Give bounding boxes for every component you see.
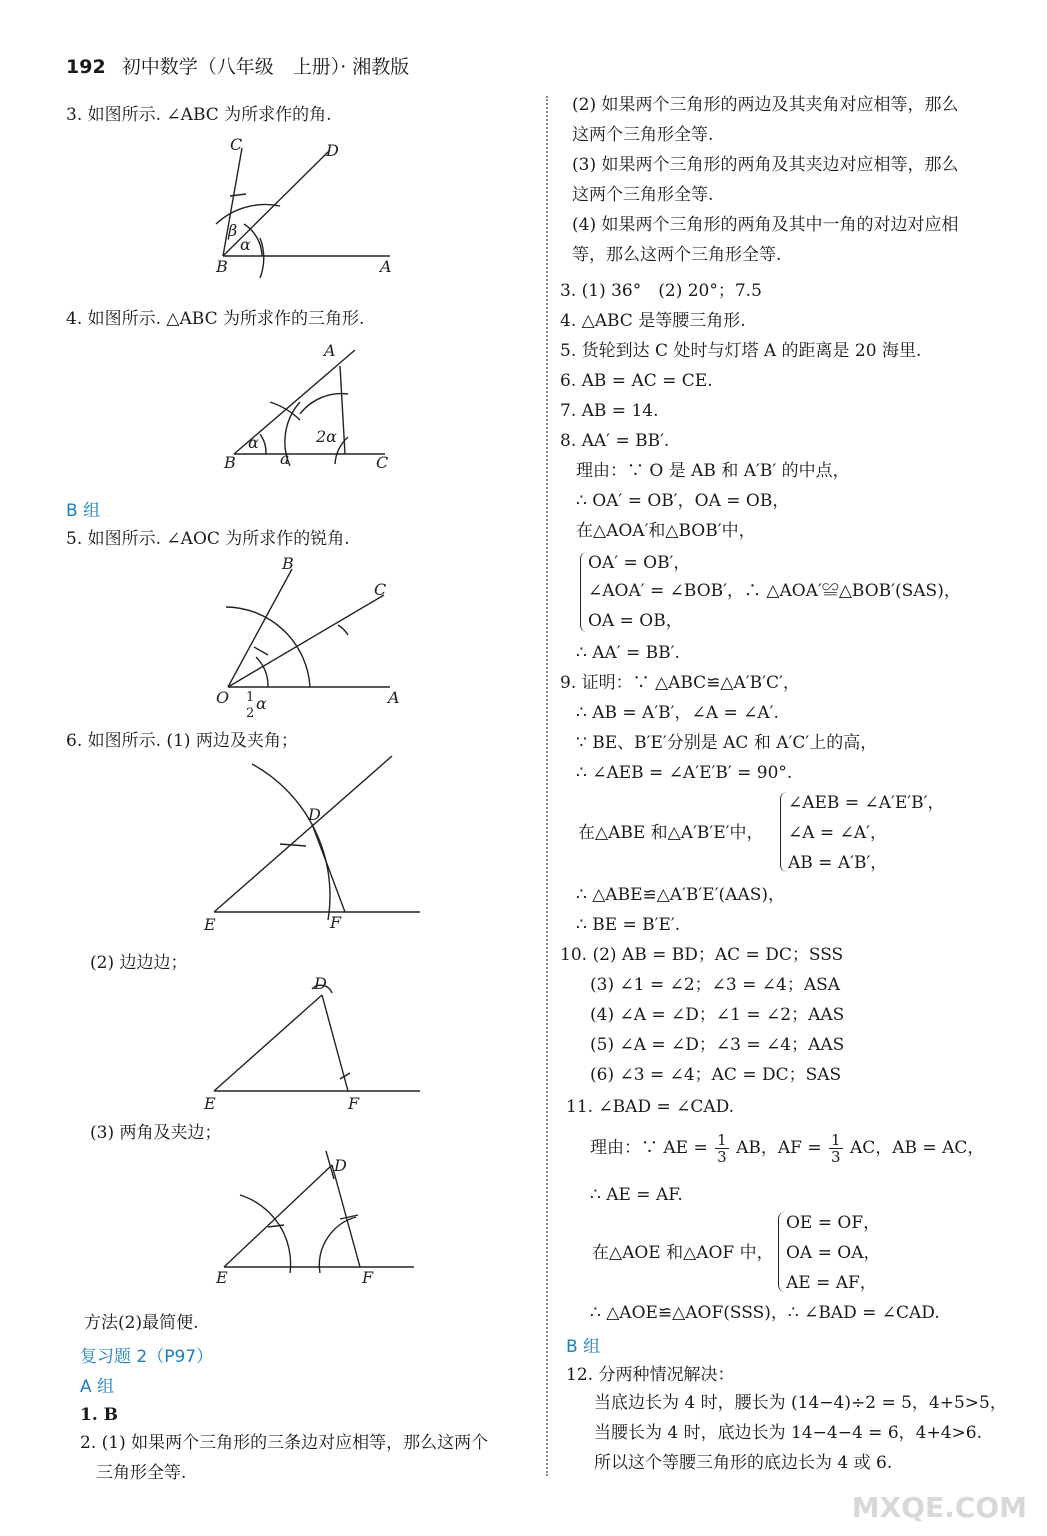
label-o: O [216, 688, 230, 707]
fraction-one-third [715, 1132, 729, 1165]
label-f: F [330, 913, 342, 932]
review-answer-10: 10. (2) AB = BD；AC = DC；SSS [560, 945, 844, 965]
answer-10-3: (3) ∠1 = ∠2；∠3 = ∠4；ASA [590, 975, 841, 995]
brace [780, 792, 787, 872]
group-a-heading: A 组 [80, 1377, 115, 1397]
review-answer-6: 6. AB = AC = CE. [560, 371, 713, 391]
label-d: D [314, 974, 327, 993]
answer-9-cond2: ∠A = ∠A′， [788, 823, 887, 843]
answer-11-in: 在△AOE 和△AOF 中， [592, 1243, 774, 1263]
r-line-1: (2) 如果两个三角形的两边及其夹角对应相等，那么 [572, 95, 959, 115]
answer-11-reason [590, 1130, 984, 1166]
method-note: 方法(2)最简便. [84, 1313, 199, 1333]
r-line-2: 这两个三角形全等. [572, 125, 714, 145]
answer-8-cond1: OA′ = OB′， [588, 553, 691, 573]
answer-12-conclusion: 所以这个等腰三角形的底边长为 4 或 6. [594, 1453, 893, 1473]
figure-angle-aoc [210, 555, 410, 725]
answer-9-in: 在△ABE 和△A′B′E′中， [578, 823, 764, 843]
label-d: D [334, 1156, 347, 1175]
label-b: B [224, 453, 236, 472]
label-alpha: α [248, 433, 259, 452]
answer-10-6: (6) ∠3 = ∠4；AC = DC；SAS [590, 1065, 842, 1085]
r-line-4: 这两个三角形全等. [572, 185, 714, 205]
figure-sas-construction [200, 750, 430, 940]
label-e: E [204, 1094, 216, 1113]
label-c: C [374, 580, 387, 599]
answer-9-cond1: ∠AEB = ∠A′E′B′， [788, 793, 945, 813]
label-d: D [308, 805, 321, 824]
answer-10-4: (4) ∠A = ∠D；∠1 = ∠2；AAS [590, 1005, 845, 1025]
answer-12-case1: 当底边长为 4 时，腰长为 (14−4)÷2 = 5，4+5>5， [594, 1393, 1007, 1413]
answer-8-step: ∴ OA′ = OB′，OA = OB， [576, 491, 790, 511]
group-b-heading-2: B 组 [566, 1337, 601, 1357]
figure-asa-construction [210, 1145, 430, 1285]
label-2alpha: 2α [316, 427, 337, 446]
review-answer-5: 5. 货轮到达 C 处时与灯塔 A 的距离是 20 海里. [560, 341, 922, 361]
review-answer-7: 7. AB = 14. [560, 401, 659, 421]
brace [778, 1212, 785, 1292]
review-heading: 复习题 2（P97） [80, 1347, 214, 1367]
review-answer-11: 11. ∠BAD = ∠CAD. [566, 1097, 735, 1117]
label-a: A [324, 341, 336, 360]
label-alpha: α [240, 235, 251, 254]
answer-8-reason: 理由：∵ O 是 AB 和 A′B′ 的中点， [576, 461, 850, 481]
review-answer-8: 8. AA′ = BB′. [560, 431, 670, 451]
label-f: F [362, 1268, 374, 1287]
answer-9-step3: ∴ ∠AEB = ∠A′E′B′ = 90°. [576, 763, 793, 783]
answer-6-2: (2) 边边边； [90, 953, 188, 973]
answer-11-step: ∴ AE = AF. [590, 1185, 683, 1205]
label-f: F [348, 1094, 360, 1113]
review-answer-12: 12. 分两种情况解决： [566, 1365, 735, 1385]
answer-8-in: 在△AOA′和△BOB′中， [576, 521, 756, 541]
review-answer-1: 1. B [80, 1405, 119, 1425]
answer-9-step2: ∵ BE、B′E′分别是 AC 和 A′C′上的高， [576, 733, 878, 753]
reason-part-c: AC，AB = AC， [849, 1138, 985, 1158]
answer-12-case2: 当腰长为 4 时，底边长为 14−4−4 = 6，4+4>6. [594, 1423, 982, 1443]
answer-3: 3. 如图所示. ∠ABC 为所求作的角. [66, 105, 332, 125]
reason-part-b: AB，AF = [736, 1138, 822, 1158]
column-divider [546, 96, 548, 1476]
label-alpha: α [256, 694, 267, 713]
label-c: C [376, 453, 389, 472]
answer-8-cond3: OA = OB， [588, 611, 683, 631]
label-beta: β [228, 221, 238, 240]
reason-part-a: 理由：∵ AE = [590, 1138, 708, 1158]
label-d: D [326, 141, 339, 160]
answer-5: 5. 如图所示. ∠AOC 为所求作的锐角. [66, 529, 350, 549]
answer-11-conclusion: ∴ △AOE≌△AOF(SSS)，∴ ∠BAD = ∠CAD. [590, 1303, 940, 1323]
label-half-den: 2 [246, 706, 255, 721]
label-c: C [230, 135, 243, 154]
answer-9-step5: ∴ BE = B′E′. [576, 915, 681, 935]
review-answer-4: 4. △ABC 是等腰三角形. [560, 311, 746, 331]
fraction-numerator: 1 [831, 1131, 841, 1149]
group-b-heading: B 组 [66, 501, 101, 521]
book-title: 初中数学（八年级 上册）· 湘教版 [121, 56, 410, 78]
r-line-5: (4) 如果两个三角形的两角及其中一角的对边对应相 [572, 215, 959, 235]
figure-angle-abc [200, 135, 410, 278]
review-answer-2-line2: 三角形全等. [96, 1463, 187, 1483]
fraction-denominator: 3 [831, 1148, 841, 1166]
answer-9-step1: ∴ AB = A′B′，∠A = ∠A′. [576, 703, 779, 723]
r-line-6: 等，那么这两个三角形全等. [572, 245, 782, 265]
review-answer-3: 3. (1) 36° (2) 20°；7.5 [560, 281, 762, 301]
answer-8-conclusion: ∴ AA′ = BB′. [576, 643, 680, 663]
watermark: MXQE.COM [851, 1491, 1027, 1524]
label-e: E [216, 1268, 228, 1287]
figure-sss-construction [200, 975, 430, 1115]
label-e: E [204, 915, 216, 934]
review-answer-9: 9. 证明：∵ △ABC≌△A′B′C′， [560, 673, 800, 693]
answer-10-5: (5) ∠A = ∠D；∠3 = ∠4；AAS [590, 1035, 845, 1055]
answer-11-cond2: OA = OA， [786, 1243, 881, 1263]
answer-8-cond2: ∠AOA′ = ∠BOB′，∴ △AOA′≌△BOB′(SAS)， [588, 581, 961, 601]
fraction-denominator: 3 [717, 1148, 727, 1166]
answer-9-cond3: AB = A′B′， [788, 853, 888, 873]
answer-6: 6. 如图所示. (1) 两边及夹角； [66, 731, 298, 751]
label-b: B [282, 554, 294, 573]
fraction-one-third [829, 1132, 843, 1165]
brace [580, 552, 587, 632]
fraction-numerator: 1 [717, 1131, 727, 1149]
label-b: B [216, 257, 228, 276]
page-number: 192 [66, 56, 106, 78]
review-answer-2-line1: 2. (1) 如果两个三角形的三条边对应相等，那么这两个 [80, 1433, 489, 1453]
r-line-3: (3) 如果两个三角形的两角及其夹边对应相等，那么 [572, 155, 959, 175]
label-half-num: 1 [246, 690, 255, 705]
answer-11-cond3: AE = AF， [786, 1273, 877, 1293]
answer-6-3: (3) 两角及夹边； [90, 1123, 222, 1143]
page-header [66, 52, 409, 79]
answer-4: 4. 如图所示. △ABC 为所求作的三角形. [66, 309, 365, 329]
answer-9-step4: ∴ △ABE≌△A′B′E′(AAS)， [576, 885, 786, 905]
answer-11-cond1: OE = OF， [786, 1213, 881, 1233]
label-a-small: a [280, 449, 290, 468]
label-a: A [388, 688, 400, 707]
figure-triangle-abc [220, 342, 400, 472]
label-a: A [380, 257, 392, 276]
